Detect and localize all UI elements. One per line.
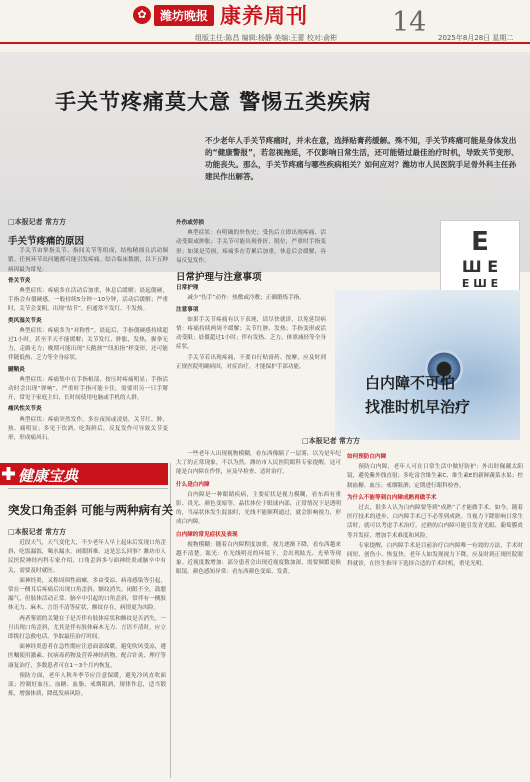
article-3-paragraph: 专家提醒，白内障手术是目前治疗白内障唯一有效的方法，手术时间短、创伤小、恢复快。老年人如发现视力下降，应及时到正规医院眼科就诊，在医生指导下选择合适的手术时机，重见光明。 xyxy=(347,542,523,568)
byline-article-3: □本报记者 常方方 xyxy=(302,437,361,445)
page-headline: 手关节疼痛莫大意 警惕五类疾病 xyxy=(55,89,372,114)
article-3-paragraph: 过去，很多人认为白内障要等到“成熟”了才能做手术。如今，随着医疗技术的进步，白内障手术已不必等到成熟。当视力下降影响日常生活时，就可以考虑手术治疗。过熟的白内障可能引发青光眼、葡萄膜炎等并发症，增加手术难度和风险。 xyxy=(347,505,523,539)
byline-article-1: □本报记者 常方方 xyxy=(8,218,67,226)
cause-title: 骨关节炎 xyxy=(8,277,31,284)
caution-text: 如果手关节疼痛有以下表现，请尽快就诊，以免延误病情：疼痛持续两周不缓解；关节红肿、发热；手指变形或活动受限；晨僵超过1小时；伴有发热、乏力、体重减轻等全身症状。 xyxy=(176,316,326,351)
cause-title: 痛风性关节炎 xyxy=(8,406,42,413)
caution-title: 注意事项 xyxy=(176,306,199,313)
subhead-causes: 手关节疼痛的原因 xyxy=(8,236,85,247)
cause-text: 典型症状：有明确的外伤史；受伤后立即出现疼痛、活动受限或肿胀；手关节可能出现骨折、脱位，严重时手指变形；如果是劳损，疼痛多在劳累后加重，休息后会缓解，容易反复发作。 xyxy=(176,230,326,264)
date-line: 2025年8月28日 星期二 xyxy=(438,34,514,42)
article-3-subhead: 白内障的常见症状及表现 xyxy=(176,531,238,538)
cataract-title-line-1: 白内障不可怕 xyxy=(365,374,456,392)
editors-line: 组版主任:陈昌 编辑:杨静 美编:王蕾 校对:俞彬 xyxy=(195,34,338,42)
care-title: 日常护理 xyxy=(176,285,199,292)
page-number: 14 xyxy=(392,7,427,38)
byline-article-2: □本报记者 常方方 xyxy=(8,528,67,536)
article-1-paragraph: 手关节由掌指关节、指间关节等组成，结构精细且活动频繁。任何环节出问题都可能引发疼痛。结合临床数据，以下五种病因最为常见： xyxy=(8,248,168,273)
cause-title: 腱鞘炎 xyxy=(8,366,25,373)
article-3-paragraph: 白内障是一种眼睛疾病，主要症状是视力模糊，看东西有重影、畏光、颜色变暗等。晶状体位于眼球内部，正常情况下是透明的，当晶状体发生混浊时，光线不能顺利通过，就会影响视力，形成白内障。 xyxy=(176,491,341,526)
divider xyxy=(8,488,168,489)
article-3-column-2 xyxy=(347,450,523,778)
paper-name: 潍坊晚报 xyxy=(154,5,214,26)
article-3-subhead: 为什么不能等到白内障成熟再做手术 xyxy=(347,494,437,501)
article-3-column-1 xyxy=(176,450,341,778)
care-text: 减少“伤手”动作：热敷或冷敷；正确锻炼手指。 xyxy=(187,295,305,302)
story-2-paragraph: 预防方面，老年人秋冬季节应注意保暖，避免冷风直吹面部；控制好血压、血糖、血脂，戒烟限酒，规律作息，适当锻炼，增强体质，降低发病风险。 xyxy=(8,672,166,698)
cause-text: 典型症状：疼痛多在活动后加重，休息后缓解；晨起僵硬，手指会有僵硬感，一般持续5分钟～10分钟，活动后缓解；严重时，关节会变粗，出现“结节”，但通常不发红、不发热。 xyxy=(8,288,168,313)
masthead xyxy=(0,0,530,44)
story-2-title: 突发口角歪斜 可能与两种病有关 xyxy=(8,503,174,517)
article-3-paragraph: 视物模糊：随着白内障程度加重，视力逐渐下降，看东西越来越不清楚。眩光：在光线明亮的环境下，会出现眩光、光晕等现象。近视度数增加：部分患者会出现近视度数加深，需要频繁更换眼镜。颜色感知异常：看东西颜色变暗、发黄。 xyxy=(176,541,341,576)
health-banner xyxy=(0,463,168,485)
article-1-tail: 手关节若出现疼痛，不要自行贴膏药、按摩，应及时到正规医院明确病因，对症治疗，才能保护手部功能。 xyxy=(176,354,326,370)
cause-text: 典型症状：疼痛集中在手指根部，按压时疼痛明显；手指活动时会出现“弹响”，严重时手指可能卡住，需要用另一只手掰开，常见于家庭主妇、长时间使用电脑或手机的人群。 xyxy=(8,376,168,402)
story-2-paragraph: 两者鉴别的关键在于是否伴有肢体症状和额纹是否消失。一旦出现口角歪斜，尤其是伴有肢体麻木无力、言语不清时，应立即拨打急救电话，争取最佳治疗时间。 xyxy=(8,615,166,641)
section-name: 康养周刊 xyxy=(220,3,309,28)
story-2-body xyxy=(8,539,166,777)
cause-text: 典型症状：疼痛突然发作，多在夜间或凌晨，关节红、肿、热、痛明显；多见于饮酒、吃海鲜后，反复发作可导致关节变形，形成痛风石。 xyxy=(8,416,168,442)
cause-title: 外伤或劳损 xyxy=(176,220,204,226)
newspaper-logo xyxy=(133,4,308,26)
article-3-subhead: 如何预防白内障 xyxy=(347,454,387,460)
subhead-care: 日常护理与注意事项 xyxy=(176,272,262,284)
story-2-paragraph: 近段天气，天气变化大，不少老年人早上起床后发现口角歪斜，吃饭漏饭，喝水漏水，闭眼困难。这是怎么回事？潍坊市人民医院神经内科专家介绍，口角歪斜多与面神经炎或脑卒中有关，需要及时就医。 xyxy=(8,540,166,574)
cause-title: 类风湿关节炎 xyxy=(8,317,42,324)
story-2-paragraph: 面神经炎患者在急性期应注意面部保暖，避免吹风受凉，遵医嘱使用激素、抗病毒药物及营养神经药物，配合针灸、理疗等康复治疗，多数患者可在1～3个月内恢复。 xyxy=(8,644,166,669)
banner-text: 健康宝典 xyxy=(18,467,79,485)
eye-chart-image: E Ш E E Ш E xyxy=(440,220,520,330)
cause-text: 典型症状：疼痛多为“对称性”，晨起后，手指僵硬感持续超过1小时，甚至半天不能缓解；关节发红、肿胀，发热，握拳无力，走路无力；晚期可能出现“天鹅颈”“纽扣指”样变形，还可能伴随低热、乏力等全身症状。 xyxy=(8,327,168,362)
medical-cross-icon xyxy=(2,467,15,480)
article-1-column-2 xyxy=(176,217,326,460)
cataract-title-line-2: 找准时机早治疗 xyxy=(365,398,471,416)
lead-paragraph: 不少老年人手关节疼痛时，并未在意，选择贴膏药缓解。殊不知，手关节疼痛可能是身体发出的“健康警报”，若忽视拖延，不仅影响日常生活，还可能错过最佳治疗时机，导致关节变形、功能丧失。那么，手关节疼痛与哪些疾病相关？如何应对？潍坊市人民医院手足骨外科主任孙建民作出解答。 xyxy=(205,136,519,181)
flower-logo-icon: ✿ xyxy=(133,6,151,24)
article-3-intro: 一些老年人出现视物模糊，看东西像隔了一层雾，以为是年纪大了的正常现象，不以为然。潍坊市人民医院眼科专家提醒，这可能是白内障在作怪，应及早检查、适时治疗。 xyxy=(176,451,341,476)
article-3-subhead: 什么是白内障 xyxy=(176,481,210,488)
article-3-paragraph: 预防白内障，老年人可在日常生活中做好防护：外出时佩戴太阳镜，避免紫外线直射；多吃富含维生素C、维生素E的新鲜蔬菜水果；控制血糖、血压；戒烟限酒；定期进行眼科检查。 xyxy=(347,464,523,489)
story-2-paragraph: 面神经炎，又称周围性面瘫，多由受凉、病毒感染等引起，常在一侧耳后疼痛后出现口角歪斜，额纹消失、闭眼不全，鼓腮漏气，但肢体活动正常。脑卒中引起的口角歪斜，常伴有一侧肢体无力、麻木、言语不清等症状，额纹存在，病情更为凶险。 xyxy=(8,577,166,612)
article-1-column-1 xyxy=(8,230,168,460)
cataract-headline xyxy=(365,371,470,419)
